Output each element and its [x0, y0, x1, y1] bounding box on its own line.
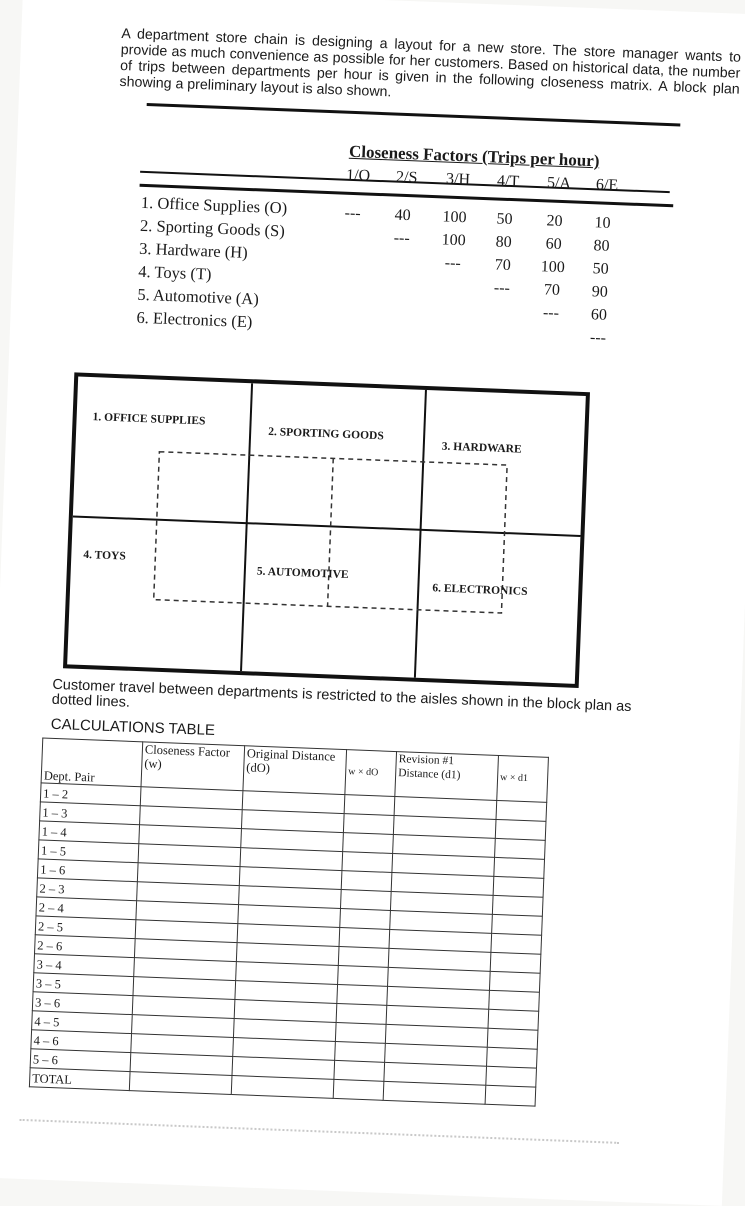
dept-block-hardware: 3. HARDWARE: [441, 440, 522, 456]
pair-label: 1 – 2: [40, 783, 141, 806]
matrix-row-label: 6. Electronics (E): [136, 307, 253, 332]
calculations-table-wrapper: [29, 737, 549, 1106]
matrix-cell: 50: [592, 260, 610, 278]
column-header: 6/E: [595, 176, 619, 195]
pair-label: 2 – 5: [35, 916, 136, 939]
product-cell[interactable]: [335, 1022, 386, 1043]
header-revision-distance: Revision #1 Distance (d1): [395, 752, 499, 801]
column-header: 4/T: [496, 172, 520, 191]
matrix-cell: 20: [546, 212, 563, 231]
matrix-cell: 70: [494, 256, 512, 275]
total-revision-product-cell[interactable]: [485, 1085, 536, 1106]
total-closeness-cell[interactable]: [129, 1072, 232, 1095]
revision-product-cell[interactable]: [496, 800, 547, 821]
total-product-cell[interactable]: [333, 1079, 384, 1100]
pair-label: 1 – 4: [39, 821, 140, 844]
revision-product-cell[interactable]: [495, 819, 546, 840]
header-dept-pair: Dept. Pair: [41, 738, 143, 787]
block-plan: [63, 372, 590, 688]
product-cell[interactable]: [341, 871, 392, 892]
product-cell[interactable]: [342, 852, 393, 873]
column-header: 5/A: [546, 174, 572, 193]
pair-label: 4 – 5: [32, 1011, 133, 1034]
dept-block-sporting-goods: 2. SPORTING GOODS: [267, 425, 384, 443]
dept-block-electronics: 6. ELECTRONICS: [432, 582, 528, 598]
pair-label: 4 – 6: [31, 1030, 132, 1053]
matrix-cell: 100: [442, 208, 467, 227]
matrix-cell: 100: [441, 231, 467, 250]
matrix-cell: ---: [542, 304, 560, 322]
matrix-cell: ---: [393, 229, 411, 248]
scan-artifact-dots: [20, 1119, 620, 1144]
product-cell[interactable]: [338, 965, 389, 986]
pair-label: 3 – 5: [33, 973, 134, 996]
calculations-table: [29, 737, 549, 1106]
total-revision-distance-cell[interactable]: [383, 1081, 486, 1104]
matrix-cell: 90: [591, 283, 609, 301]
pair-label: 5 – 6: [30, 1049, 131, 1072]
revision-product-cell[interactable]: [494, 857, 545, 878]
pair-label: 3 – 4: [34, 954, 135, 977]
revision-product-cell[interactable]: [487, 1028, 538, 1049]
revision-product-cell[interactable]: [492, 895, 543, 916]
matrix-row-label: 4. Toys (T): [137, 261, 212, 284]
matrix-cell: 60: [590, 306, 608, 324]
total-distance-cell[interactable]: [231, 1075, 334, 1098]
revision-product-cell[interactable]: [493, 876, 544, 897]
product-cell[interactable]: [334, 1060, 385, 1081]
product-cell[interactable]: [335, 1041, 386, 1062]
pair-label: 2 – 3: [37, 878, 138, 901]
pair-label: 2 – 6: [35, 935, 136, 958]
matrix-title: Closeness Factors (Trips per hour): [348, 141, 600, 171]
aisle-dotted-center: [328, 458, 334, 606]
revision-product-cell[interactable]: [486, 1066, 537, 1087]
product-cell[interactable]: [343, 814, 394, 835]
matrix-row-label: 2. Sporting Goods (S): [139, 215, 286, 241]
matrix-row-label: 5. Automotive (A): [137, 284, 260, 309]
header-original-distance: Original Distance (dO): [243, 746, 347, 795]
product-cell[interactable]: [343, 833, 394, 854]
matrix-cell: 80: [593, 237, 610, 255]
matrix-cell: ---: [444, 254, 462, 273]
pair-label: 2 – 4: [36, 897, 137, 920]
revision-product-cell[interactable]: [492, 914, 543, 935]
revision-product-cell[interactable]: [495, 838, 546, 859]
column-header: 1/O: [345, 166, 371, 185]
matrix-cell: 100: [540, 258, 566, 277]
total-label: TOTAL: [29, 1068, 130, 1091]
aisle-note: Customer travel between departments is restricted to the aisles shown in the block plan as dotted lines.: [51, 676, 632, 716]
column-header: 3/H: [445, 170, 471, 189]
revision-product-cell[interactable]: [489, 971, 540, 992]
pair-label: 3 – 6: [32, 992, 133, 1015]
dept-block-office-supplies: 1. OFFICE SUPPLIES: [92, 411, 206, 428]
matrix-row-label: 3. Hardware (H): [138, 238, 249, 262]
header-w-times-d1: w × d1: [497, 755, 549, 802]
matrix-cell: 60: [545, 235, 562, 254]
pair-label: 1 – 5: [38, 840, 139, 863]
matrix-cell: 10: [594, 214, 611, 232]
pair-label: 1 – 6: [37, 859, 138, 882]
matrix-cell: ---: [589, 329, 607, 347]
revision-product-cell[interactable]: [487, 1047, 538, 1068]
dept-block-automotive: 5. AUTOMOTIVE: [256, 565, 349, 582]
product-cell[interactable]: [340, 909, 391, 930]
matrix-cell: 80: [495, 233, 512, 252]
column-header: 2/S: [395, 168, 418, 187]
product-cell[interactable]: [344, 795, 395, 816]
product-cell[interactable]: [338, 946, 389, 967]
matrix-cell: 40: [394, 206, 411, 225]
matrix-cell: 70: [543, 281, 561, 299]
matrix-cell: ---: [344, 204, 361, 223]
header-closeness-factor: Closeness Factor (w): [141, 742, 245, 791]
pair-label: 1 – 3: [40, 802, 141, 825]
product-cell[interactable]: [337, 984, 388, 1005]
intro-paragraph: A department store chain is designing a layout for a new store. The store manager wants to provide as much convenience as possible for her customers. Based on historical data, the number of trips between departments per hour is given in the following closeness matrix. A block plan showing a preliminary layout is also shown.: [119, 25, 742, 101]
calculations-table-title: CALCULATIONS TABLE: [50, 715, 216, 740]
revision-product-cell[interactable]: [489, 990, 540, 1011]
matrix-cell: ---: [493, 279, 511, 298]
matrix-row-label: 1. Office Supplies (O): [140, 192, 288, 218]
dept-block-toys: 4. TOYS: [83, 548, 126, 563]
revision-product-cell[interactable]: [490, 952, 541, 973]
revision-product-cell[interactable]: [491, 933, 542, 954]
product-cell[interactable]: [340, 890, 391, 911]
revision-product-cell[interactable]: [488, 1009, 539, 1030]
matrix-cell: 50: [496, 210, 513, 229]
product-cell[interactable]: [339, 928, 390, 949]
header-w-times-do: w × dO: [345, 750, 397, 797]
product-cell[interactable]: [336, 1003, 387, 1024]
